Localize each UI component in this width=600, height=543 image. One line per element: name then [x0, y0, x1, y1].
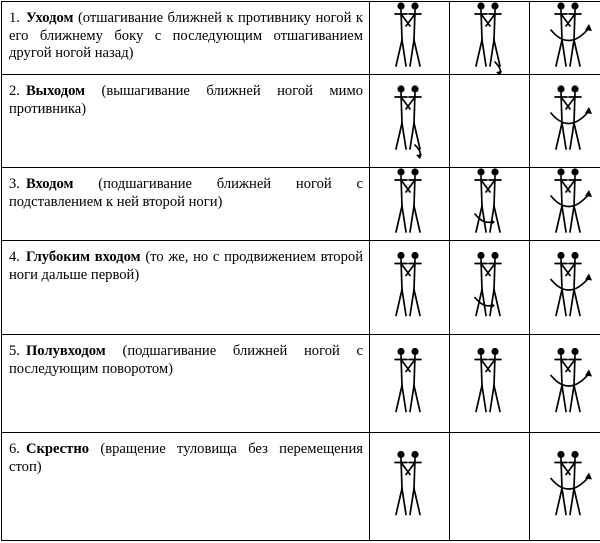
technique-term: Скрестно — [25, 441, 90, 457]
technique-explanation: (то же, но с продвижением второй ноги дальше первой) — [9, 249, 363, 283]
pair-standing-icon — [370, 335, 449, 432]
technique-number: 5. — [9, 343, 20, 359]
technique-figure-cell — [450, 335, 530, 433]
technique-figure-cell — [530, 433, 600, 541]
technique-description-cell — [2, 2, 370, 75]
technique-row — [2, 241, 600, 335]
technique-number: 6. — [9, 441, 20, 457]
technique-row — [2, 168, 600, 241]
pair-standing-icon — [370, 2, 449, 74]
pair-step-in-icon — [450, 241, 529, 334]
technique-explanation: (отшагивание ближней к противнику ногой к его ближнему боку с последующим отшагиванием другой ногой назад) — [9, 10, 363, 61]
technique-term: Глубоким входом — [25, 249, 141, 265]
technique-number: 2. — [9, 83, 20, 99]
technique-figure-cell — [450, 168, 530, 241]
technique-figure-cell — [370, 433, 450, 541]
technique-figure-cell — [530, 2, 600, 75]
technique-number: 1. — [9, 10, 20, 26]
technique-figure-cell — [530, 168, 600, 241]
pair-turn-arrow-icon — [530, 75, 600, 167]
technique-description-cell — [2, 241, 370, 335]
technique-figure-cell — [450, 2, 530, 75]
technique-figure-cell — [370, 241, 450, 335]
technique-row — [2, 75, 600, 168]
technique-figure-cell — [530, 75, 600, 168]
technique-figure-cell — [530, 241, 600, 335]
technique-row — [2, 2, 600, 75]
technique-figure-cell — [530, 335, 600, 433]
pair-turn-arrow-icon — [530, 168, 600, 240]
technique-figure-cell — [450, 241, 530, 335]
technique-term: Полувходом — [25, 343, 106, 359]
technique-figure-cell — [450, 433, 530, 541]
pair-cross-turn-icon — [530, 433, 600, 540]
technique-description-cell — [2, 168, 370, 241]
technique-term: Уходом — [25, 10, 74, 26]
pair-step-in-icon — [450, 168, 529, 240]
pair-standing-icon — [450, 335, 529, 432]
pair-step-out-icon — [370, 75, 449, 167]
technique-number: 4. — [9, 249, 20, 265]
pair-standing-icon — [370, 168, 449, 240]
pair-step-back-icon — [450, 2, 529, 74]
techniques-table-body — [2, 2, 600, 541]
technique-figure-cell — [370, 2, 450, 75]
technique-description-cell — [2, 75, 370, 168]
technique-row — [2, 433, 600, 541]
technique-row — [2, 335, 600, 433]
pair-turn-arrow-icon — [530, 335, 600, 432]
technique-figure-cell — [370, 168, 450, 241]
technique-description-cell — [2, 433, 370, 541]
technique-description-cell — [2, 335, 370, 433]
technique-figure-cell — [450, 75, 530, 168]
pair-turn-arrow-icon — [530, 241, 600, 334]
technique-explanation: (вращение туловища без перемещения стоп) — [9, 441, 363, 475]
technique-term: Выходом — [25, 83, 86, 99]
technique-figure-cell — [370, 335, 450, 433]
techniques-table — [1, 1, 600, 541]
pair-turn-arrow-icon — [530, 2, 600, 74]
technique-explanation: (подшагивание ближней ногой с последующим поворотом) — [9, 343, 363, 377]
technique-explanation: (вышагивание ближней ногой мимо противника) — [9, 83, 363, 117]
technique-explanation: (подшагивание ближней ногой с подставлением к ней второй ноги) — [9, 176, 363, 210]
technique-figure-cell — [370, 75, 450, 168]
technique-number: 3. — [9, 176, 20, 192]
pair-standing-icon — [370, 241, 449, 334]
technique-term: Входом — [25, 176, 74, 192]
pair-standing-icon — [370, 433, 449, 540]
